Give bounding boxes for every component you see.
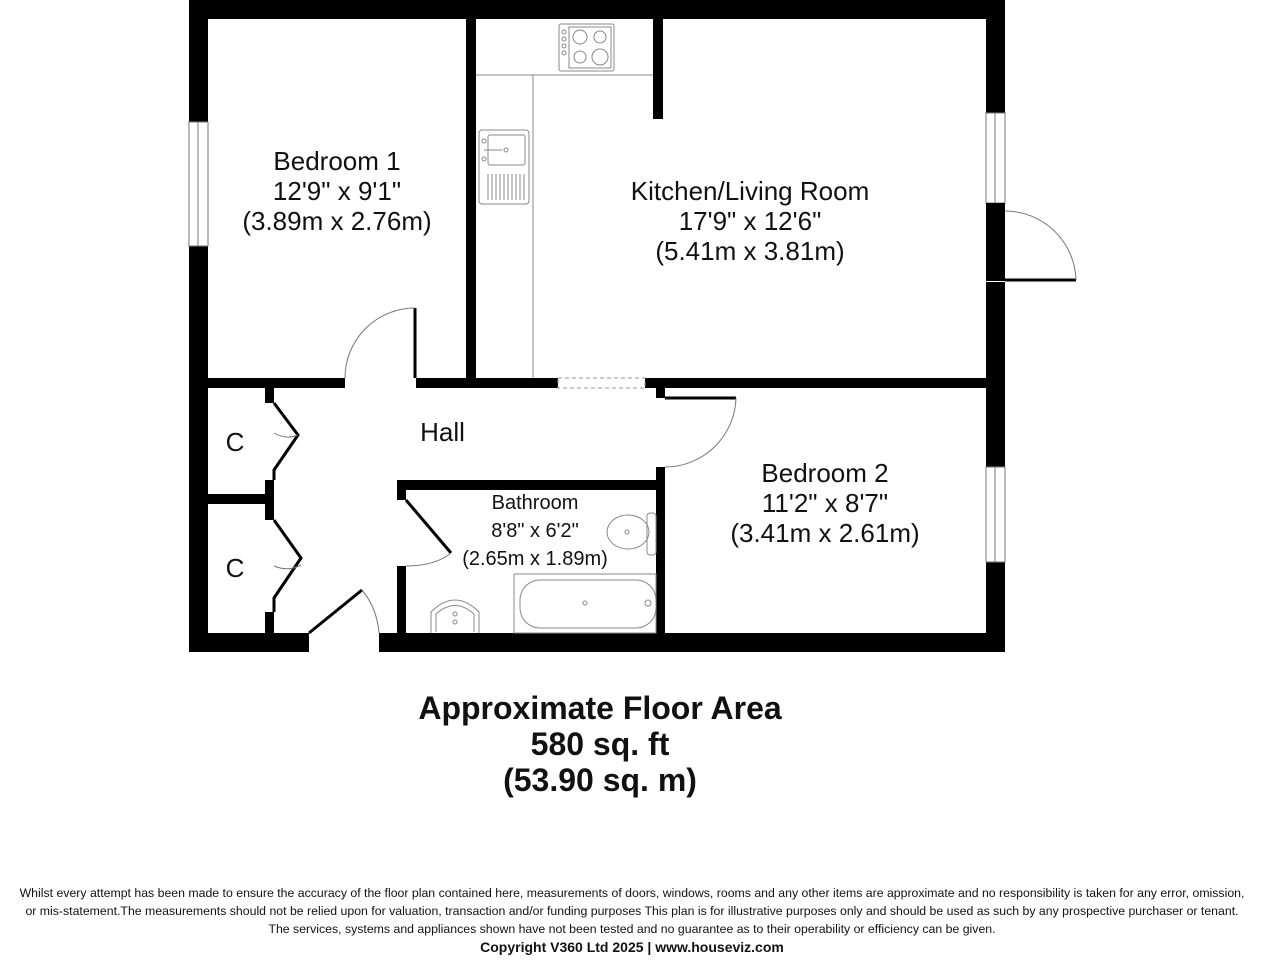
room-closet-2 (220, 553, 250, 583)
room-bedroom-2 (700, 458, 950, 548)
room-name: C (225, 427, 245, 457)
room-name: Hall (420, 417, 465, 447)
floor-area-summary (0, 690, 1200, 798)
floor-area-title: Approximate Floor Area (418, 690, 782, 726)
doors (274, 211, 1076, 633)
room-hall (400, 417, 485, 447)
room-metric: (3.41m x 2.61m) (730, 518, 920, 548)
floor-area-imperial: 580 sq. ft (530, 726, 670, 762)
disclaimer-line-3: The services, systems and appliances shown have not been tested and no guarantee as to their operability or efficiency can be given. (268, 922, 996, 936)
room-imperial: 12'9" x 9'1" (272, 176, 402, 206)
room-bathroom (440, 489, 630, 573)
room-name: Bathroom (491, 492, 579, 514)
room-metric: (5.41m x 3.81m) (655, 236, 845, 266)
disclaimer-line-1: Whilst every attempt has been made to ensure the accuracy of the floor plan contained here, measurements of doors, windows, rooms and any other items are approximate and no responsibility is taken for any error, omission, (19, 886, 1245, 900)
room-metric: (3.89m x 2.76m) (242, 206, 432, 236)
room-name: Kitchen/Living Room (630, 176, 870, 206)
floor-area-metric: (53.90 sq. m) (503, 762, 697, 798)
room-metric: (2.65m x 1.89m) (462, 548, 608, 570)
room-name: Bedroom 2 (761, 458, 889, 488)
room-imperial: 8'8" x 6'2" (491, 520, 579, 542)
room-bedroom-1 (207, 146, 467, 236)
room-imperial: 11'2" x 8'7" (761, 488, 889, 518)
room-name: C (225, 553, 245, 583)
room-imperial: 17'9" x 12'6" (678, 206, 822, 236)
disclaimer-line-2: or mis-statement.The measurements should not be relied upon for valuation, transaction and/or funding purposes This plan is for illustrative purposes only and should be used as such by any prospective purchaser or tenant. (25, 904, 1239, 918)
room-kitchen-living (560, 176, 940, 266)
room-name: Bedroom 1 (273, 146, 401, 176)
disclaimer (0, 884, 1264, 956)
room-closet-1 (220, 427, 250, 457)
copyright: Copyright V360 Ltd 2025 | www.houseviz.com (480, 939, 784, 955)
